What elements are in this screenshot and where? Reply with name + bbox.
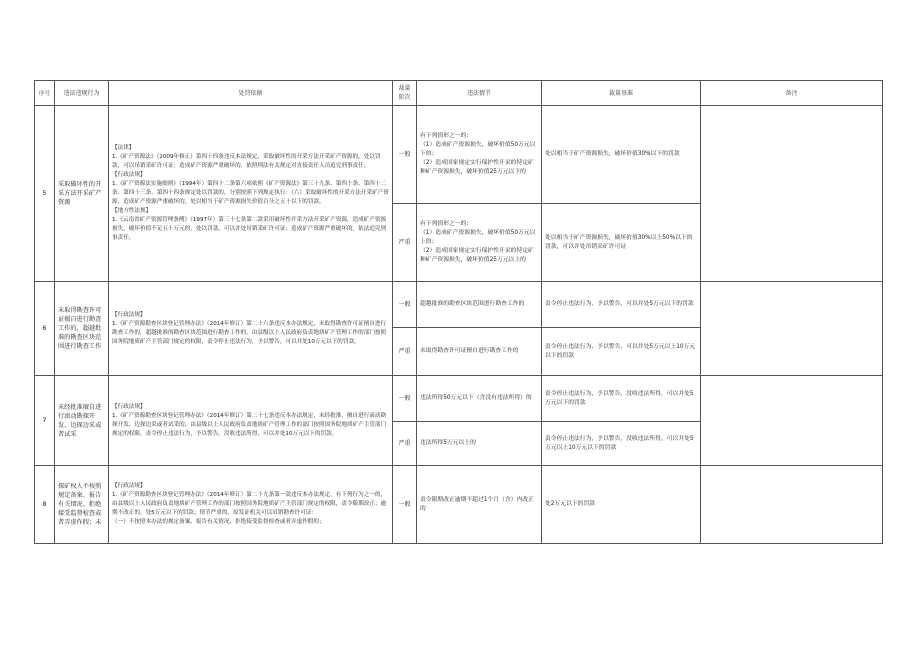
- header-standard: 裁量基准: [542, 81, 701, 106]
- header-note: 备注: [701, 81, 883, 106]
- degree-cell: 一般: [393, 376, 417, 422]
- standard-cell: 处以相当于矿产资源损失，破坏价值30%以上50%以下的罚款，可以并处吊销采矿许可证: [542, 204, 701, 282]
- circumstance-cell: 违法所得50万元以下（含没有违法所得）的: [417, 376, 542, 422]
- table-row: [35, 106, 883, 204]
- note-cell: [701, 376, 883, 466]
- degree-cell: 一般: [393, 466, 417, 544]
- degree-cell: 严重: [393, 422, 417, 466]
- header-circumstance: 违法情节: [417, 81, 542, 106]
- header-seq: 序号: [35, 81, 55, 106]
- header-degree: 裁量阶次: [393, 81, 417, 106]
- penalty-basis: 【法律】 1.《矿产资源法》（2009年修正）第四十四条违反本法规定，采取破坏性的开采方法开采矿产资源的，处以罚款，可以吊销采矿许可证；造成矿产资源严重破坏的，依照刑法有关规定对直接责任人员追究刑事责任。 【行政法规】 1.《矿产资源法实施细则》（1994年）第四十二条第六项依照《矿产资源法》第三十九条、第四十条、第四十二条、第四十三条、第四十四条规定处以罚款的，分别按照下列规定执行：（六）采取破坏性的开采方法开采矿产资源，造成矿产资源严重破坏的，处以相当于矿产资源损失价值百分之五十以下的罚款。 【地方性法规】 1.《云南省矿产资源管理条例》（1997年）第三十七条第二款采用破坏性开采方法开采矿产资源，造成矿产资源损失，破坏价值不足五十万元的，处以罚款，可以并处吊销采矿许可证；造成矿产资源严重破坏的，依法追究刑事责任。: [109, 106, 393, 282]
- row-number: 8: [35, 466, 55, 544]
- penalty-standard-table: [34, 80, 883, 544]
- circumstance-cell: 有下列情形之一的： （1）造成矿产资源损失，破坏价值50万元以上的； （2）造成国家规定实行保护性开采的特定矿种矿产资源损失，破坏价值25万元以上的: [417, 204, 542, 282]
- standard-cell: 处以相当于矿产资源损失，破坏价值30%以下的罚款: [542, 106, 701, 204]
- standard-cell: 责令停止违法行为，予以警告，可以并处5万元以上10万元以下的罚款: [542, 328, 701, 376]
- violation-act: 未取得勘查许可证擅自进行勘查工作的，超越批准的勘查区块范围进行勘查工作: [55, 282, 109, 376]
- circumstance-cell: 未取得勘查许可证擅自进行勘查工作的: [417, 328, 542, 376]
- row-number: 7: [35, 376, 55, 466]
- header-act: 违法违规行为: [55, 81, 109, 106]
- table-row: [35, 466, 883, 544]
- standard-cell: 责令停止违法行为，予以警告，可以并处5万元以下的罚款: [542, 282, 701, 328]
- degree-cell: 一般: [393, 282, 417, 328]
- table-row: [35, 282, 883, 328]
- circumstance-cell: 超越批准的勘查区块范围进行勘查工作的: [417, 282, 542, 328]
- standard-cell: 责令停止违法行为，予以警告，没收违法所得，可以并处5万元以上10万元以下的罚款: [542, 422, 701, 466]
- violation-act: 未经批准擅自进行滚动勘探开发、边探边采或者试采: [55, 376, 109, 466]
- header-basis: 处罚依据: [109, 81, 393, 106]
- circumstance-cell: 有下列情形之一的： （1）造成矿产资源损失，破坏价值50万元以下的； （2）造成国家规定实行保护性开采的特定矿种矿产资源损失，破坏价值25万元以下的: [417, 106, 542, 204]
- penalty-basis: 【行政法规】 1.《矿产资源勘查区块登记管理办法》（2014年修订）第二十九条第一款违反本办法规定，有下列行为之一的，由县级以上人民政府负责地质矿产管理工作的部门按照国务院地质矿产主管部门规定的权限，责令限期改正；逾期不改正的，处5万元以下的罚款；情节严重的，原发证机关可以吊销勘查许可证： （一）不按照本办法的规定备案、报告有关情况、拒绝接受监督检查或者弄虚作假的；: [109, 466, 393, 544]
- circumstance-cell: 责令限期改正逾期不超过1个月（含）内改正的: [417, 466, 542, 544]
- row-number: 5: [35, 106, 55, 282]
- circumstance-cell: 违法所得5万元以上的: [417, 422, 542, 466]
- standard-cell: 责令停止违法行为，予以警告，没收违法所得，可以并处5万元以下的罚款: [542, 376, 701, 422]
- degree-cell: 一般: [393, 106, 417, 204]
- penalty-basis: 【行政法规】 1.《矿产资源勘查区块登记管理办法》（2014年修订）第二十七条违反本办法规定，未经批准，擅自进行滚动勘探开发、边探边采或者试采的，由县级以上人民政府负责地质矿产管理工作的部门按照国务院地质矿产主管部门规定的权限，责令停止违法行为，予以警告，没收违法所得，可以并处10万元以下的罚款。: [109, 376, 393, 466]
- header-row: [35, 81, 883, 106]
- note-cell: [701, 466, 883, 544]
- violation-act: 探矿权人不按照规定备案、报告有关情况、拒绝接受监督检查或者弄虚作假；未: [55, 466, 109, 544]
- violation-act: 采取破坏性的开采方法开采矿产资源: [55, 106, 109, 282]
- note-cell: [701, 106, 883, 282]
- row-number: 6: [35, 282, 55, 376]
- table-row: [35, 376, 883, 422]
- degree-cell: 严重: [393, 204, 417, 282]
- degree-cell: 严重: [393, 328, 417, 376]
- penalty-basis: 【行政法规】 1.《矿产资源勘查区块登记管理办法》（2014年修订）第二十六条违反本办法规定，未取得勘查许可证擅自进行勘查工作的，超越批准的勘查区块范围进行勘查工作的，由县级以上人民政府负责地质矿产管理工作的部门按照国务院地质矿产主管部门规定的权限，责令停止违法行为，予以警告，可以并处10万元以下的罚款。: [109, 282, 393, 376]
- standard-cell: 处2万元以下的罚款: [542, 466, 701, 544]
- note-cell: [701, 282, 883, 376]
